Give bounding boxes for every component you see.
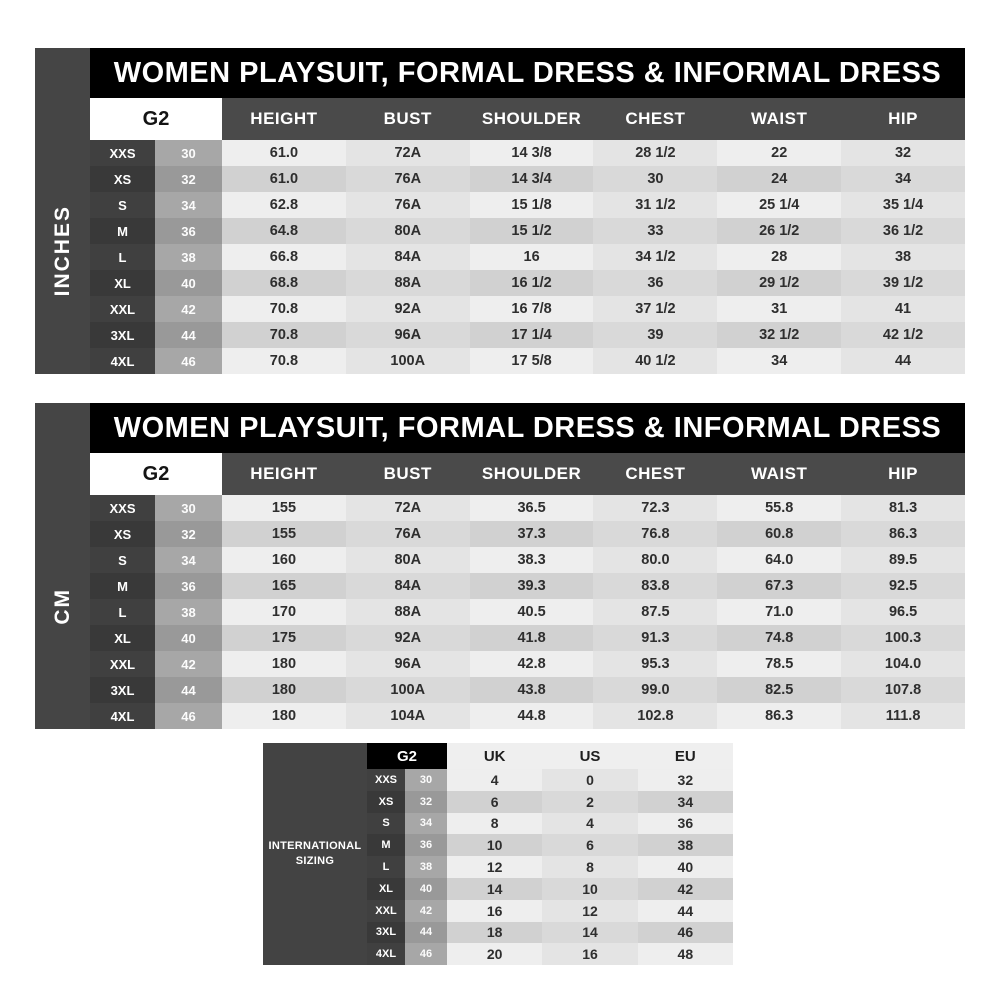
value-cell: 42 [638,878,733,900]
value-cell: 16 [542,943,637,965]
value-cell: 86.3 [841,521,965,547]
value-cell: 16 7/8 [470,296,594,322]
value-cell: 30 [593,166,717,192]
value-cell: 96A [346,651,470,677]
g2-header-cell: G2 [367,743,447,769]
value-cell: 38.3 [470,547,594,573]
column-header: HEIGHT [250,464,318,483]
inches-column-headers [222,98,965,140]
value-cell: 92.5 [841,573,965,599]
g2-number-cell: 38 [155,599,222,625]
cm-column-headers [222,453,965,495]
table-row [90,651,965,677]
value-cell: 92A [346,625,470,651]
value-cell: 24 [717,166,841,192]
value-cell: 36 [593,270,717,296]
value-cell: 26 1/2 [717,218,841,244]
value-cell: 67.3 [717,573,841,599]
international-column-headers [447,743,733,769]
g2-number-cell: 44 [155,677,222,703]
value-cell: 170 [222,599,346,625]
g2-number-cell: 34 [155,547,222,573]
international-rows [367,769,733,965]
size-label-cell: 4XL [90,348,155,374]
value-cell: 84A [346,244,470,270]
value-cell: 100A [346,348,470,374]
g2-number-cell: 30 [155,495,222,521]
value-cell: 28 1/2 [593,140,717,166]
value-cell: 39 [593,322,717,348]
g2-number-cell: 46 [155,703,222,729]
g2-number-cell: 38 [405,856,447,878]
inches-side-panel [35,48,90,374]
value-cell: 83.8 [593,573,717,599]
size-label-cell: S [367,813,405,835]
size-label-cell: L [90,599,155,625]
value-cell: 88A [346,270,470,296]
value-cell: 100.3 [841,625,965,651]
g2-number-cell: 42 [405,900,447,922]
column-header: BUST [383,464,432,483]
value-cell: 92A [346,296,470,322]
value-cell: 180 [222,677,346,703]
size-label-cell: XL [90,270,155,296]
table-row [367,769,733,791]
value-cell: 76A [346,166,470,192]
table-row [367,813,733,835]
value-cell: 37.3 [470,521,594,547]
value-cell: 38 [638,834,733,856]
size-label-cell: 4XL [90,703,155,729]
international-sizing-table [263,743,733,965]
size-label-cell: 3XL [90,322,155,348]
value-cell: 155 [222,521,346,547]
value-cell: 155 [222,495,346,521]
value-cell: 2 [542,791,637,813]
value-cell: 20 [447,943,542,965]
g2-number-cell: 46 [155,348,222,374]
value-cell: 17 5/8 [470,348,594,374]
table-row [90,573,965,599]
value-cell: 10 [542,878,637,900]
size-label-cell: XL [367,878,405,900]
value-cell: 31 [717,296,841,322]
value-cell: 44 [841,348,965,374]
value-cell: 36 1/2 [841,218,965,244]
column-header: SHOULDER [481,109,582,128]
international-header-row [367,743,733,769]
table-row [90,599,965,625]
g2-number-cell: 36 [155,218,222,244]
table-row [90,677,965,703]
cm-rows [90,495,965,729]
value-cell: 41.8 [470,625,594,651]
value-cell: 15 1/8 [470,192,594,218]
value-cell: 22 [717,140,841,166]
table-row [367,791,733,813]
value-cell: 37 1/2 [593,296,717,322]
value-cell: 18 [447,922,542,944]
table-row [90,322,965,348]
value-cell: 100A [346,677,470,703]
value-cell: 42.8 [470,651,594,677]
value-cell: 16 [447,900,542,922]
inches-table-title: WOMEN PLAYSUIT, FORMAL DRESS & INFORMAL DRESS [90,48,965,98]
column-header: CHEST [625,109,686,128]
value-cell: 96A [346,322,470,348]
value-cell: 111.8 [841,703,965,729]
table-row [90,703,965,729]
value-cell: 91.3 [593,625,717,651]
value-cell: 44.8 [470,703,594,729]
value-cell: 32 [638,769,733,791]
cm-side-panel [35,403,90,729]
value-cell: 80A [346,547,470,573]
value-cell: 28 [717,244,841,270]
value-cell: 72A [346,140,470,166]
value-cell: 12 [447,856,542,878]
value-cell: 34 1/2 [593,244,717,270]
value-cell: 60.8 [717,521,841,547]
value-cell: 39.3 [470,573,594,599]
table-row [90,495,965,521]
value-cell: 82.5 [717,677,841,703]
value-cell: 29 1/2 [717,270,841,296]
g2-number-cell: 44 [155,322,222,348]
size-label-cell: L [367,856,405,878]
value-cell: 14 [447,878,542,900]
value-cell: 68.8 [222,270,346,296]
value-cell: 80.0 [593,547,717,573]
table-row [90,244,965,270]
value-cell: 64.0 [717,547,841,573]
g2-number-cell: 38 [155,244,222,270]
g2-number-cell: 42 [155,296,222,322]
value-cell: 96.5 [841,599,965,625]
value-cell: 76A [346,521,470,547]
value-cell: 76.8 [593,521,717,547]
size-label-cell: XXS [367,769,405,791]
value-cell: 6 [447,791,542,813]
g2-number-cell: 30 [155,140,222,166]
value-cell: 95.3 [593,651,717,677]
size-label-cell: S [90,192,155,218]
size-label-cell: XXL [90,296,155,322]
column-header: WAIST [751,464,808,483]
column-header: HIP [888,464,918,483]
table-row [90,348,965,374]
size-label-cell: XXL [367,900,405,922]
value-cell: 16 1/2 [470,270,594,296]
size-label-cell: XXS [90,140,155,166]
value-cell: 175 [222,625,346,651]
column-header: BUST [383,109,432,128]
value-cell: 80A [346,218,470,244]
column-header: CHEST [625,464,686,483]
table-row [90,140,965,166]
value-cell: 76A [346,192,470,218]
value-cell: 61.0 [222,140,346,166]
value-cell: 180 [222,703,346,729]
value-cell: 34 [717,348,841,374]
value-cell: 62.8 [222,192,346,218]
size-label-cell: 4XL [367,943,405,965]
value-cell: 14 [542,922,637,944]
value-cell: 70.8 [222,348,346,374]
cm-table-title: WOMEN PLAYSUIT, FORMAL DRESS & INFORMAL DRESS [90,403,965,453]
value-cell: 34 [638,791,733,813]
column-header: UK [447,743,542,769]
value-cell: 99.0 [593,677,717,703]
value-cell: 40 [638,856,733,878]
value-cell: 4 [447,769,542,791]
value-cell: 33 [593,218,717,244]
column-header: WAIST [751,109,808,128]
g2-number-cell: 40 [155,625,222,651]
g2-number-cell: 32 [405,791,447,813]
g2-number-cell: 36 [405,834,447,856]
inches-table [35,48,965,374]
column-header: HIP [888,109,918,128]
inches-table-body [90,48,965,374]
value-cell: 71.0 [717,599,841,625]
g2-number-cell: 44 [405,922,447,944]
g2-number-cell: 46 [405,943,447,965]
value-cell: 14 3/4 [470,166,594,192]
value-cell: 89.5 [841,547,965,573]
value-cell: 40 1/2 [593,348,717,374]
value-cell: 25 1/4 [717,192,841,218]
value-cell: 10 [447,834,542,856]
g2-number-cell: 40 [405,878,447,900]
g2-number-cell: 32 [155,521,222,547]
value-cell: 104.0 [841,651,965,677]
value-cell: 39 1/2 [841,270,965,296]
g2-header-cell: G2 [90,98,222,140]
size-label-cell: S [90,547,155,573]
inches-header-row [90,98,965,140]
size-label-cell: 3XL [367,922,405,944]
value-cell: 36 [638,813,733,835]
table-row [367,922,733,944]
value-cell: 34 [841,166,965,192]
value-cell: 31 1/2 [593,192,717,218]
international-sizing-label: INTERNATIONAL SIZING [263,743,367,965]
value-cell: 70.8 [222,296,346,322]
value-cell: 81.3 [841,495,965,521]
cm-header-row [90,453,965,495]
value-cell: 74.8 [717,625,841,651]
column-header: EU [638,743,733,769]
table-row [367,900,733,922]
table-row [90,270,965,296]
table-row [90,547,965,573]
g2-header-cell: G2 [90,453,222,495]
value-cell: 8 [542,856,637,878]
value-cell: 78.5 [717,651,841,677]
table-row [90,166,965,192]
value-cell: 104A [346,703,470,729]
cm-side-label: CM [50,587,74,625]
g2-number-cell: 34 [155,192,222,218]
value-cell: 41 [841,296,965,322]
value-cell: 12 [542,900,637,922]
table-row [90,192,965,218]
g2-number-cell: 42 [155,651,222,677]
g2-number-cell: 34 [405,813,447,835]
value-cell: 0 [542,769,637,791]
value-cell: 36.5 [470,495,594,521]
size-label-cell: M [90,573,155,599]
size-label-cell: XS [90,166,155,192]
cm-table-body [90,403,965,729]
value-cell: 180 [222,651,346,677]
size-label-cell: M [90,218,155,244]
size-label-cell: XXL [90,651,155,677]
value-cell: 160 [222,547,346,573]
size-label-cell: M [367,834,405,856]
inches-rows [90,140,965,374]
g2-number-cell: 36 [155,573,222,599]
value-cell: 46 [638,922,733,944]
table-row [90,625,965,651]
international-table-body [367,743,733,965]
value-cell: 6 [542,834,637,856]
size-label-cell: 3XL [90,677,155,703]
value-cell: 32 [841,140,965,166]
g2-number-cell: 32 [155,166,222,192]
table-row [90,521,965,547]
g2-number-cell: 30 [405,769,447,791]
value-cell: 84A [346,573,470,599]
size-label-cell: XS [367,791,405,813]
value-cell: 16 [470,244,594,270]
value-cell: 8 [447,813,542,835]
value-cell: 72A [346,495,470,521]
size-label-cell: L [90,244,155,270]
value-cell: 43.8 [470,677,594,703]
size-label-cell: XS [90,521,155,547]
value-cell: 40.5 [470,599,594,625]
value-cell: 4 [542,813,637,835]
inches-side-label: INCHES [50,205,74,297]
table-row [367,878,733,900]
value-cell: 86.3 [717,703,841,729]
size-label-cell: XL [90,625,155,651]
value-cell: 165 [222,573,346,599]
table-row [90,218,965,244]
column-header: SHOULDER [481,464,582,483]
value-cell: 55.8 [717,495,841,521]
value-cell: 17 1/4 [470,322,594,348]
value-cell: 102.8 [593,703,717,729]
value-cell: 15 1/2 [470,218,594,244]
column-header: HEIGHT [250,109,318,128]
size-label-cell: XXS [90,495,155,521]
value-cell: 72.3 [593,495,717,521]
value-cell: 87.5 [593,599,717,625]
value-cell: 38 [841,244,965,270]
g2-number-cell: 40 [155,270,222,296]
value-cell: 64.8 [222,218,346,244]
table-row [367,834,733,856]
value-cell: 48 [638,943,733,965]
value-cell: 42 1/2 [841,322,965,348]
table-row [367,856,733,878]
value-cell: 14 3/8 [470,140,594,166]
value-cell: 32 1/2 [717,322,841,348]
value-cell: 44 [638,900,733,922]
value-cell: 66.8 [222,244,346,270]
table-row [90,296,965,322]
table-row [367,943,733,965]
value-cell: 61.0 [222,166,346,192]
value-cell: 107.8 [841,677,965,703]
value-cell: 88A [346,599,470,625]
column-header: US [542,743,637,769]
value-cell: 35 1/4 [841,192,965,218]
value-cell: 70.8 [222,322,346,348]
cm-table [35,403,965,729]
